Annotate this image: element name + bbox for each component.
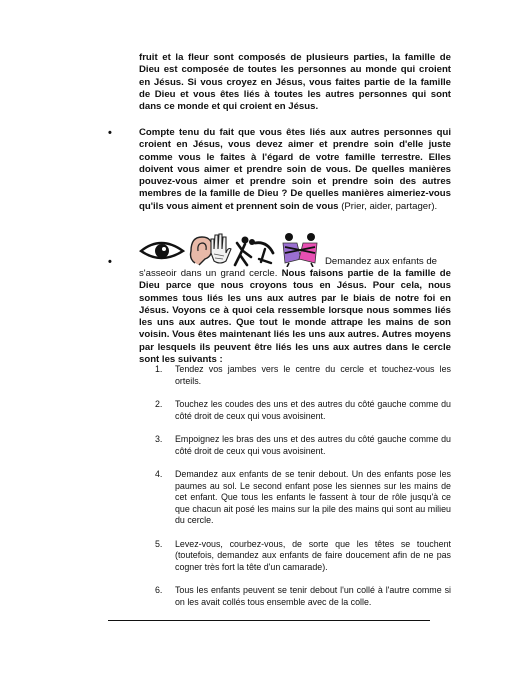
step-text: Demandez aux enfants de se tenir debout. Un des enfants pose les paumes au sol. Le second enfant pose les siennes sur les mains de cet enfant. Que tous les enfants le fassent à tour de rôle jusqu'à ce que chacun ait posé les mains sur la pile des mains qui sont au milieu du cercle. <box>175 469 451 525</box>
step-number: 1. <box>155 364 163 374</box>
hand-icon <box>211 234 231 263</box>
bullet-paragraph-love <box>139 127 451 213</box>
stretching-person-icon <box>235 237 273 266</box>
list-item <box>155 469 451 527</box>
step-text: Touchez les coudes des uns et des autres du côté gauche comme du côté droit de ceux qui vous avoisinent. <box>175 399 451 421</box>
steps-list <box>155 364 451 620</box>
step-number: 3. <box>155 434 163 444</box>
step-text: Tendez vos jambes vers le centre du cercle et touchez-vous les orteils. <box>175 364 451 386</box>
step-number: 5. <box>155 538 163 549</box>
circle-bold-text: Nous faisons partie de la famille de Dieu parce que nous croyons tous en Jésus. Pour cela, nous sommes tous liés les uns aux autres par le biais de notre foi en Jésus. Voyons ce à quoi cela ressemble lorsque nous sommes liés les uns aux autres. Que tout le monde attrape les mains de son voisin. Vous êtes maintenant liés les uns aux autres. Autres moyens par lesquels ils peuvent être liés les uns aux autres dans le cercle sont les suivants : <box>139 268 451 366</box>
list-item <box>155 399 451 422</box>
step-text: Tous les enfants peuvent se tenir debout l'un collé à l'autre comme si on les avait collés tous ensemble avec de la colle. <box>175 585 451 607</box>
list-item <box>155 539 451 574</box>
eye-icon <box>141 243 183 258</box>
step-number: 2. <box>155 399 163 409</box>
list-item <box>155 434 451 457</box>
hugging-people-icon <box>283 233 317 267</box>
step-number: 4. <box>155 469 163 479</box>
ear-icon <box>191 237 213 265</box>
step-number: 6. <box>155 585 163 595</box>
activity-icons <box>139 229 324 267</box>
intro-paragraph: fruit et la fleur sont composés de plusieurs parties, la famille de Dieu est composée de toutes les personnes au monde qui croient en Jésus. Si vous croyez en Jésus, vous faites partie de la famille de Dieu et vous êtes liés à toutes les autres personnes qui sont dans ce monde et qui croient en Jésus. <box>139 52 451 113</box>
circle-first-line: Demandez aux enfants de <box>325 256 438 267</box>
bullet-love-bold: Compte tenu du fait que vous êtes liés aux autres personnes qui croient en Jésus, vous devez aimer et prendre soin d'elle juste comme vous le faites à l'égard de votre famille terrestre. Elles doivent vous aimer et prendre soin de vous. De quelles manières pouvez-vous aimer et prendre soin et prendre soin des autres membres de la famille de Dieu ? De quelles manières aimeriez-vous qu'ils vous aiment et prennent soin de vous <box>139 127 451 212</box>
step-text: Levez-vous, courbez-vous, de sorte que les têtes se touchent (toutefois, demandez aux enfants de faire doucement afin de ne pas cogner très fort la tête d'un camarade). <box>175 538 451 572</box>
bullet-marker: • <box>108 256 112 268</box>
list-item <box>155 585 451 608</box>
step-text: Empoignez les bras des uns et des autres du côté gauche comme du côté droit de ceux qui vous avoisinent. <box>175 434 451 456</box>
list-item <box>155 364 451 387</box>
circle-intro-text: s'asseoir dans un grand cercle. <box>139 268 282 279</box>
footer-divider <box>108 620 430 621</box>
bullet-love-normal: (Prier, aider, partager). <box>338 200 438 212</box>
circle-instructions <box>139 268 451 366</box>
bullet-marker: • <box>108 127 112 139</box>
